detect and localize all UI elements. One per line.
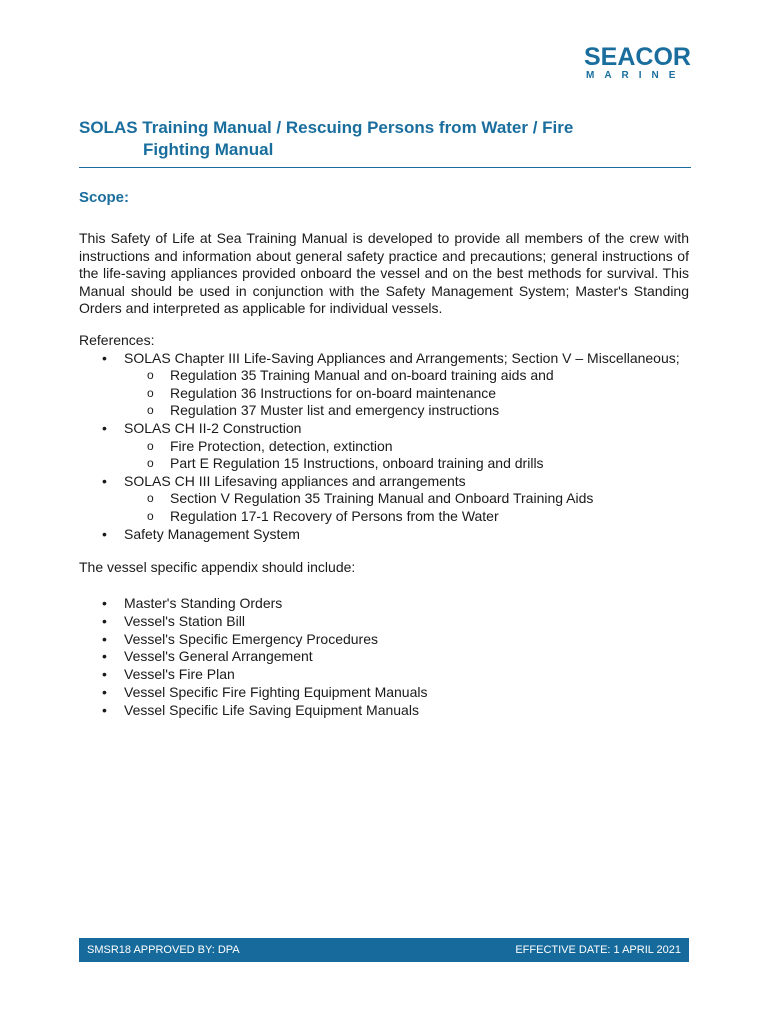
logo-subtitle: MARINE: [586, 70, 686, 81]
page-footer: [79, 938, 689, 962]
scope-heading: Scope:: [79, 189, 130, 206]
reference-subitem: o Regulation 36 Instructions for on-board maintenance: [79, 385, 689, 403]
appendix-item: • Vessel Specific Fire Fighting Equipment Manuals: [79, 684, 689, 702]
references-list: [79, 350, 689, 544]
appendix-item: • Vessel's Specific Emergency Procedures: [79, 631, 689, 649]
appendix-intro: The vessel specific appendix should include:: [79, 559, 356, 575]
reference-subitem: o Regulation 35 Training Manual and on-board training aids and: [79, 367, 689, 385]
reference-subitem: o Regulation 17-1 Recovery of Persons from the Water: [79, 508, 689, 526]
reference-subitem: o Regulation 37 Muster list and emergency instructions: [79, 402, 689, 420]
references-section: [79, 332, 689, 543]
appendix-item: • Vessel's Station Bill: [79, 613, 689, 631]
appendix-item: • Vessel's Fire Plan: [79, 666, 689, 684]
document-title: [79, 117, 699, 161]
reference-item: • SOLAS Chapter III Life-Saving Appliances and Arrangements; Section V – Miscellaneous;: [79, 350, 689, 368]
title-line-2: Fighting Manual: [143, 140, 274, 159]
references-label: References:: [79, 332, 155, 348]
appendix-item: • Master's Standing Orders: [79, 595, 689, 613]
scope-paragraph: This Safety of Life at Sea Training Manual is developed to provide all members of the crew with instructions and information about general safety practice and precautions; general instructions of the life-saving appliances provided onboard the vessel and on the best methods for survival. This Manual should be used in conjunction with the Safety Management System; Master's Standing Orders and interpreted as applicable for individual vessels.: [79, 230, 689, 317]
reference-item: • SOLAS CH II-2 Construction: [79, 420, 689, 438]
logo-wordmark: SEACOR: [584, 43, 691, 71]
footer-effective-date: EFFECTIVE DATE: 1 APRIL 2021: [515, 944, 681, 956]
company-logo: [584, 44, 694, 84]
footer-approval: SMSR18 APPROVED BY: DPA: [87, 944, 240, 956]
title-line-1: SOLAS Training Manual / Rescuing Persons from Water / Fire: [79, 118, 574, 137]
reference-item: • Safety Management System: [79, 526, 689, 544]
appendix-list: [79, 595, 689, 720]
appendix-item: • Vessel's General Arrangement: [79, 648, 689, 666]
title-divider: [79, 167, 691, 168]
reference-subitem: o Fire Protection, detection, extinction: [79, 438, 689, 456]
appendix-item: • Vessel Specific Life Saving Equipment Manuals: [79, 702, 689, 720]
reference-subitem: o Section V Regulation 35 Training Manual and Onboard Training Aids: [79, 490, 689, 508]
reference-item: • SOLAS CH III Lifesaving appliances and arrangements: [79, 473, 689, 491]
reference-subitem: o Part E Regulation 15 Instructions, onboard training and drills: [79, 455, 689, 473]
